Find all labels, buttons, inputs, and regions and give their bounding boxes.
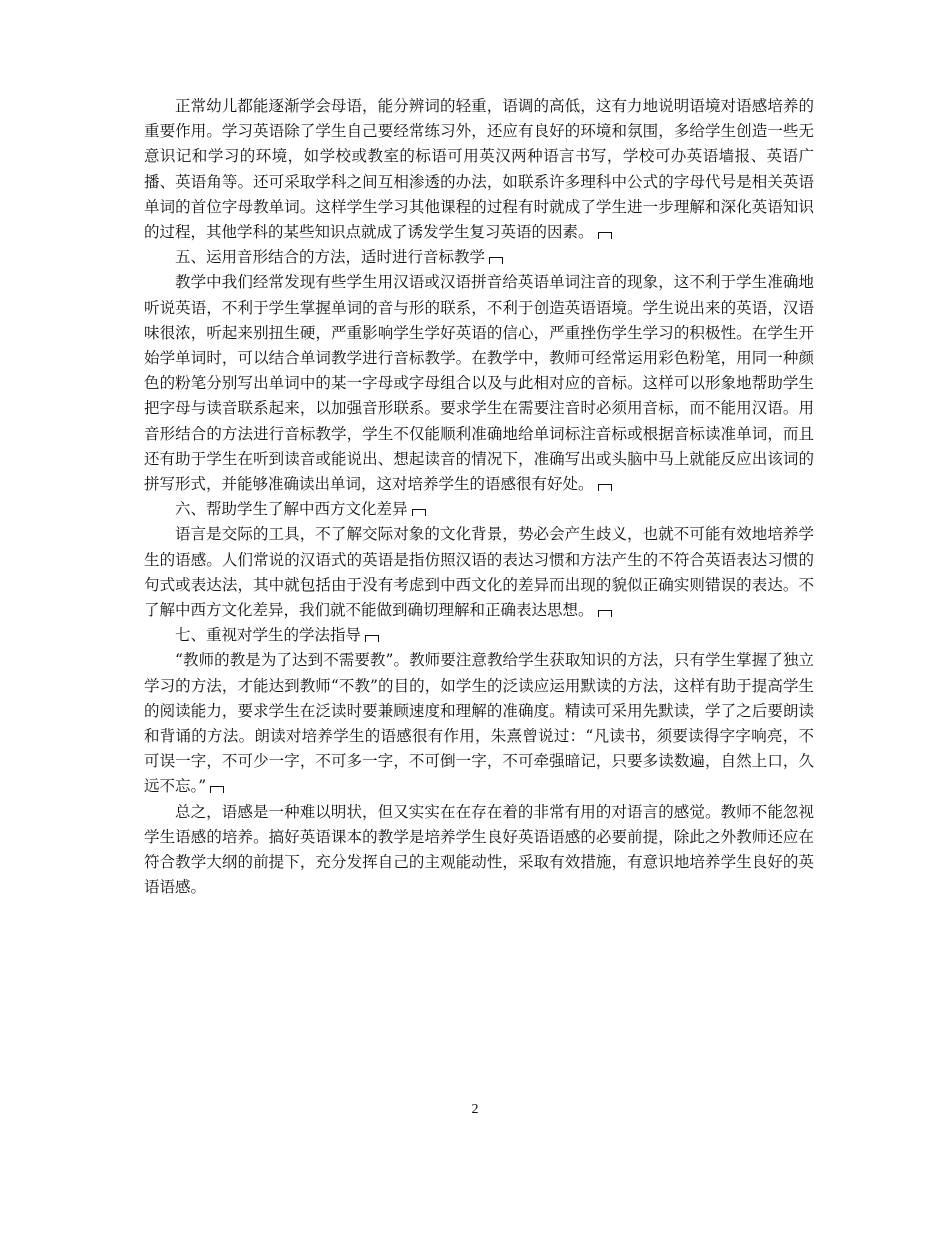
section-heading-5: 五、运用音形结合的方法，适时进行音标教学 — [144, 245, 814, 270]
paragraph-mark-icon — [598, 484, 612, 491]
paragraph-mark-icon — [412, 509, 426, 516]
paragraph-method: “教师的教是为了达到不需要教”。教师要注意教给学生获取知识的方法，只有学生掌握了独立学习的方法，才能达到教师“不教”的目的，如学生的泛读应运用默读的方法，这样有助于提高学生的阅读能力，要求学生在泛读时要兼顾速度和理解的准确度。精读可采用先默读，学了之后要朗读和背诵的方法。朗读对培养学生的语感很有作用，朱熹曾说过：“凡读书，须要读得字字响亮，不可误一字，不可少一字，不可多一字，不可倒一字，不可牵强暗记，只要多读数遍，自然上口，久远不忘。” — [144, 651, 814, 796]
document-body — [144, 94, 814, 901]
section-heading-6: 六、帮助学生了解中西方文化差异 — [144, 497, 814, 522]
paragraph-culture: 语言是交际的工具，不了解交际对象的文化背景，势必会产生歧义，也就不可能有效地培养学生的语感。人们常说的汉语式的英语是指仿照汉语的表达习惯和方法产生的不符合英语表达习惯的句式或表达法，其中就包括由于没有考虑到中西文化的差异而出现的貌似正确实则错误的表达。不了解中西方文化差异，我们就不能做到确切理解和正确表达思想。 — [144, 525, 814, 620]
page-number: 2 — [471, 1102, 479, 1117]
paragraph-phonetics: 教学中我们经常发现有些学生用汉语或汉语拼音给英语单词注音的现象，这不利于学生准确地听说英语，不利于学生掌握单词的音与形的联系，不利于创造英语语境。学生说出来的英语，汉语味很浓，听起来别扭生硬，严重影响学生学好英语的信心，严重挫伤学生学习的积极性。在学生开始学单词时，可以结合单词教学进行音标教学。在教学中，教师可经常运用彩色粉笔，用同一种颜色的粉笔分别写出单词中的某一字母或字母组合以及与此相对应的音标。这样可以形象地帮助学生把字母与读音联系起来，以加强音形联系。要求学生在需要注音时必须用音标，而不能用汉语。用音形结合的方法进行音标教学，学生不仅能顺利准确地给单词标注音标或根据音标读准单词，而且还有助于学生在听到读音或能说出、想起读音的情况下，准确写出或头脑中马上就能反应出该词的拼写形式，并能够准确读出单词，这对培养学生的语感很有好处。 — [144, 273, 814, 494]
paragraph-environment: 正常幼儿都能逐渐学会母语，能分辨词的轻重，语调的高低，这有力地说明语境对语感培养的重要作用。学习英语除了学生自己要经常练习外，还应有良好的环境和氛围，多给学生创造一些无意识记和学习的环境，如学校或教室的标语可用英汉两种语言书写，学校可办英语墙报、英语广播、英语角等。还可采取学科之间互相渗透的办法，如联系许多理科中公式的字母代号是相关英语单词的首位字母教单词。这样学生学习其他课程的过程有时就成了学生进一步理解和深化英语知识的过程，其他学科的某些知识点就成了诱发学生复习英语的因素。 — [144, 97, 814, 242]
paragraph-mark-icon — [598, 232, 612, 239]
paragraph-conclusion: 总之，语感是一种难以明状，但又实实在在存在着的非常有用的对语言的感觉。教师不能忽视学生语感的培养。搞好英语课本的教学是培养学生良好英语语感的必要前提，除此之外教师还应在符合教学大纲的前提下，充分发挥自己的主观能动性，采取有效措施，有意识地培养学生良好的英语语感。 — [144, 802, 814, 897]
section-heading-7: 七、重视对学生的学法指导 — [144, 623, 814, 648]
paragraph-mark-icon — [365, 635, 379, 642]
paragraph-mark-icon — [489, 257, 503, 264]
paragraph-mark-icon — [598, 610, 612, 617]
paragraph-mark-icon — [210, 786, 224, 793]
